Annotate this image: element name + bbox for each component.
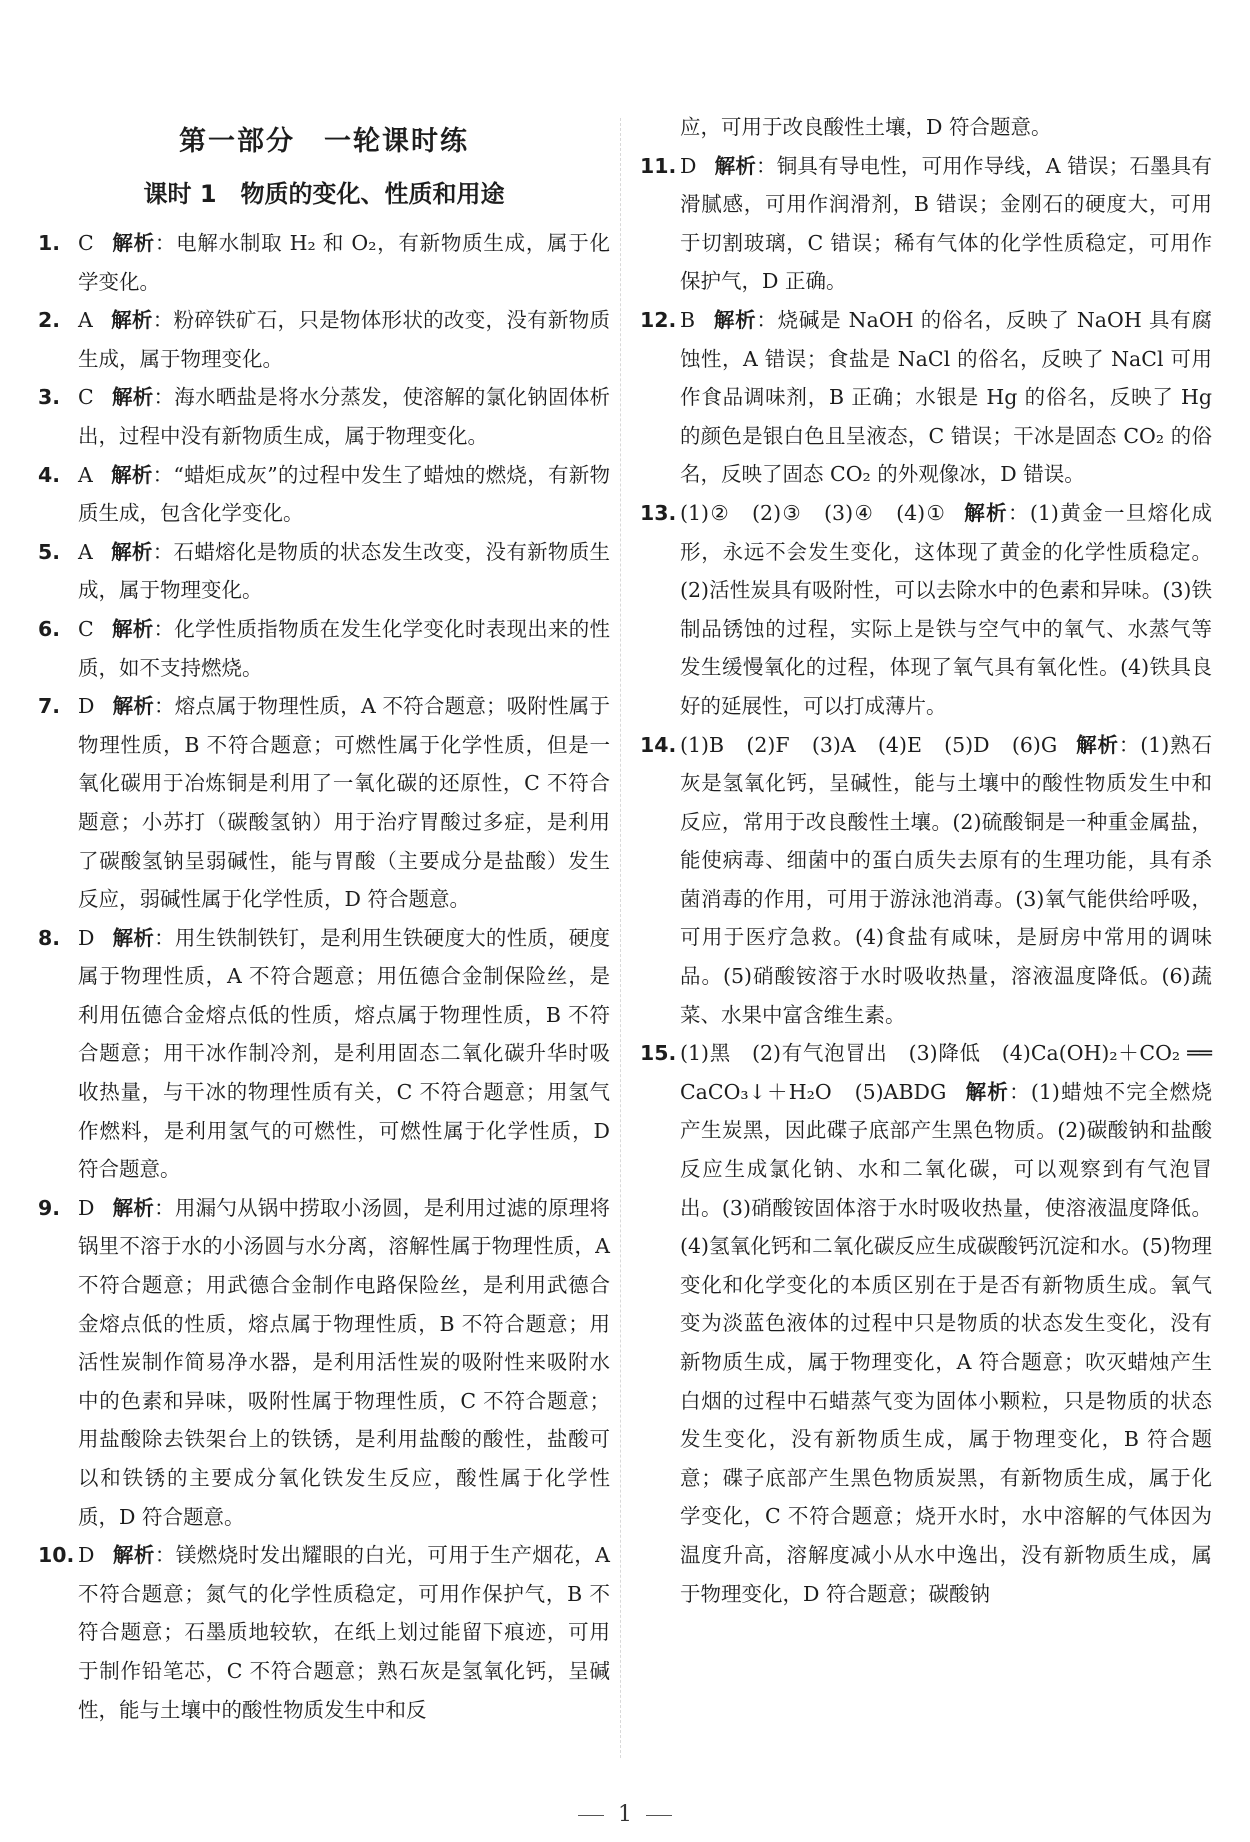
item-answer: A <box>78 539 93 564</box>
colon: ： <box>154 925 175 950</box>
answer-item-6 <box>38 610 610 687</box>
item-explanation: (1)黄金一旦熔化成形，永远不会发生变化，这体现了黄金的化学性质稳定。(2)活性炭具有吸附性，可以去除水中的色素和异味。(3)铁制品锈蚀的过程，实际上是铁与空气中的氧气、水蒸气等发生缓慢氧化的过程，体现了氧气具有氧化性。(4)铁具良好的延展性，可以打成薄片。 <box>680 500 1213 718</box>
answer-item-14 <box>640 726 1212 1035</box>
analysis-label: 解析 <box>714 153 757 178</box>
analysis-label: 解析 <box>112 694 155 719</box>
answer-item-13 <box>640 494 1212 726</box>
colon: ： <box>152 462 174 487</box>
answer-item-1 <box>38 224 610 301</box>
analysis-label: 解析 <box>112 1195 155 1220</box>
column-divider <box>620 118 622 1758</box>
item-number: 11. <box>640 153 677 178</box>
item-number: 3. <box>38 385 61 410</box>
analysis-label: 解析 <box>111 385 154 410</box>
item-explanation: 粉碎铁矿石，只是物体形状的改变，没有新物质生成，属于物理变化。 <box>78 308 611 371</box>
item-answer: A <box>78 308 93 333</box>
item-answer: (1)B (2)F (3)A (4)E (5)D (6)G <box>680 732 1058 757</box>
answer-item-2 <box>38 301 610 378</box>
item-number: 10. <box>38 1543 75 1568</box>
item-explanation: (1)蜡烛不完全燃烧产生炭黑，因此碟子底部产生黑色物质。(2)碳酸钠和盐酸反应生成氯化钠、水和二氧化碳，可以观察到有气泡冒出。(3)硝酸铵固体溶于水时吸收热量，使溶液温度降低。(4)氢氧化钙和二氧化碳反应生成碳酸钙沉淀和水。(5)物理变化和化学变化的本质区别在于是否有新物质生成。氧气变为淡蓝色液体的过程中只是物质的状态发生变化，没有新物质生成，属于物理变化，A 符合题意；吹灭蜡烛产生白烟的过程中石蜡蒸气变为固体小颗粒，只是物质的状态发生变化，没有新物质生成，属于物理变化，B 符合题意；碟子底部产生黑色物质炭黑，有新物质生成，属于化学变化，C 不符合题意；烧开水时，水中溶解的气体因为温度升高，溶解度减小从水中逸出，没有新物质生成，属于物理变化，D 符合题意；碳酸钠 <box>680 1079 1213 1606</box>
item-number: 5. <box>38 539 61 564</box>
analysis-label: 解析 <box>964 500 1008 525</box>
analysis-label: 解析 <box>112 1543 155 1568</box>
item-number: 12. <box>640 307 677 332</box>
item-explanation: 电解水制取 H₂ 和 O₂，有新物质生成，属于化学变化。 <box>78 231 611 294</box>
page-footer <box>0 1802 1250 1827</box>
lesson-title: 课时 1 物质的变化、性质和用途 <box>143 180 505 208</box>
item-answer: A <box>78 462 93 487</box>
part-title: 第一部分 一轮课时练 <box>179 126 469 157</box>
item-answer: D <box>78 925 95 950</box>
item-answer: B <box>680 307 696 332</box>
colon: ： <box>154 1543 176 1568</box>
item-explanation: 石蜡熔化是物质的状态发生改变，没有新物质生成，属于物理变化。 <box>78 539 611 603</box>
analysis-label: 解析 <box>964 1079 1010 1104</box>
colon: ： <box>153 385 175 410</box>
answer-item-4 <box>38 456 610 533</box>
item-explanation: 烧碱是 NaOH 的俗名，反映了 NaOH 具有腐蚀性，A 错误；食盐是 NaCl 的俗名，反映了 NaCl 可用作食品调味剂，B 正确；水银是 Hg 的俗名，反映了 Hg 的颜色是银白色且呈液态，C 错误；干冰是固态 CO₂ 的俗名，反映了固态 CO₂ 的外观像冰，D 错误。 <box>680 307 1213 487</box>
item-explanation: 用生铁制铁钉，是利用生铁硬度大的性质，硬度属于物理性质，A 不符合题意；用伍德合金制保险丝，是利用伍德合金熔点低的性质，熔点属于物理性质，B 不符合题意；用干冰作制冷剂，是利用固态二氧化碳升华时吸收热量，与干冰的物理性质有关，C 不符合题意；用氢气作燃料，是利用氢气的可燃性，可燃性属于化学性质，D 符合题意。 <box>78 925 611 1182</box>
item-answer: C <box>78 616 94 641</box>
footer-dash-left <box>578 1815 604 1816</box>
item-number: 15. <box>640 1041 677 1066</box>
item-answer: C <box>78 385 94 410</box>
analysis-label: 解析 <box>112 925 155 950</box>
colon: ： <box>756 153 777 178</box>
item-answer: D <box>680 153 697 178</box>
answer-item-10 <box>38 1536 610 1729</box>
colon: ： <box>1118 732 1141 757</box>
item-explanation: 镁燃烧时发出耀眼的白光，可用于生产烟花，A 不符合题意；氮气的化学性质稳定，可用作保护气，B 不符合题意；石墨质地较软，在纸上划过能留下痕迹，可用于制作铅笔芯，C 不符合题意；熟石灰是氢氧化钙，呈碱性，能与土壤中的酸性物质发生中和反 <box>78 1543 610 1722</box>
item-answer: D <box>78 1195 95 1220</box>
item-number: 7. <box>38 694 61 719</box>
item-explanation: 应，可用于改良酸性土壤，D 符合题意。 <box>680 115 1052 139</box>
colon: ： <box>153 616 175 641</box>
colon: ： <box>154 1195 175 1220</box>
item-number: 6. <box>38 616 61 641</box>
item-number: 2. <box>38 308 61 333</box>
page-number: 1 <box>618 1802 632 1827</box>
analysis-label: 解析 <box>110 539 153 564</box>
left-column <box>38 108 610 1729</box>
analysis-label: 解析 <box>111 231 155 255</box>
item-answer: C <box>78 231 94 255</box>
footer-dash-right <box>646 1815 672 1816</box>
answer-item-12 <box>640 301 1212 494</box>
item-answer: D <box>78 694 95 719</box>
item-answer: (1)黑 (2)有气泡冒出 (3)降低 (4)Ca(OH)₂＋CO₂ ══ CaCO₃↓＋H₂O (5)ABDG <box>680 1041 1212 1104</box>
analysis-label: 解析 <box>1075 732 1119 757</box>
item-number: 1. <box>38 231 61 255</box>
colon: ： <box>152 308 174 333</box>
item-answer: D <box>78 1543 95 1568</box>
item-explanation: 用漏勺从锅中捞取小汤圆，是利用过滤的原理将锅里不溶于水的小汤圆与水分离，溶解性属于物理性质，A 不符合题意；用武德合金制作电路保险丝，是利用武德合金熔点低的性质，熔点属于物理性质，B 不符合题意；用活性炭制作简易净水器，是利用活性炭的吸附性来吸附水中的色素和异味，吸附性属于物理性质，C 不符合题意；用盐酸除去铁架台上的铁锈，是利用盐酸的酸性，盐酸可以和铁锈的主要成分氧化铁发生反应，酸性属于化学性质，D 符合题意。 <box>78 1195 611 1529</box>
item-number: 9. <box>38 1195 61 1220</box>
analysis-label: 解析 <box>111 616 154 641</box>
answer-item-9 <box>38 1189 610 1536</box>
right-column <box>640 108 1212 1613</box>
answer-item-5 <box>38 533 610 610</box>
colon: ： <box>1009 1079 1031 1104</box>
answer-item-7 <box>38 687 610 919</box>
item-explanation: 熔点属于物理性质，A 不符合题意；吸附性属于物理性质，B 不符合题意；可燃性属于化学性质，但是一氧化碳用于冶炼铜是利用了一氧化碳的还原性，C 不符合题意；小苏打（碳酸氢钠）用于治疗胃酸过多症，是利用了碳酸氢钠呈弱碱性，能与胃酸（主要成分是盐酸）发生反应，弱碱性属于化学性质，D 符合题意。 <box>78 694 610 912</box>
answer-item-8 <box>38 919 610 1189</box>
colon: ： <box>152 539 174 564</box>
item-explanation: “蜡炬成灰”的过程中发生了蜡烛的燃烧，有新物质生成，包含化学变化。 <box>78 462 611 526</box>
item-answer: (1)② (2)③ (3)④ (4)① <box>680 500 947 525</box>
answer-item-15 <box>640 1034 1212 1613</box>
colon: ： <box>1008 500 1030 525</box>
answer-item-3 <box>38 378 610 455</box>
item-explanation: 化学性质指物质在发生化学变化时表现出来的性质，如不支持燃烧。 <box>78 616 611 680</box>
item-explanation: 铜具有导电性，可用作导线，A 错误；石墨具有滑腻感，可用作润滑剂，B 错误；金刚石的硬度大，可用于切割玻璃，C 错误；稀有气体的化学性质稳定，可用作保护气，D 正确。 <box>680 153 1212 294</box>
item-number: 13. <box>640 500 677 525</box>
colon: ： <box>154 694 175 719</box>
colon: ： <box>154 231 177 255</box>
answer-item-11 <box>640 147 1212 301</box>
analysis-label: 解析 <box>110 308 153 333</box>
analysis-label: 解析 <box>713 307 757 332</box>
item-number: 8. <box>38 925 61 950</box>
analysis-label: 解析 <box>110 462 153 487</box>
answer-item-10-continued <box>640 108 1212 147</box>
item-explanation: (1)熟石灰是氢氧化钙，呈碱性，能与土壤中的酸性物质发生中和反应，常用于改良酸性土壤。(2)硫酸铜是一种重金属盐，能使病毒、细菌中的蛋白质失去原有的生理功能，具有杀菌消毒的作用，可用于游泳池消毒。(3)氧气能供给呼吸，可用于医疗急救。(4)食盐有咸味，是厨房中常用的调味品。(5)硝酸铵溶于水时吸收热量，溶液温度降低。(6)蔬菜、水果中富含维生素。 <box>680 732 1213 1027</box>
colon: ： <box>756 307 778 332</box>
item-explanation: 海水晒盐是将水分蒸发，使溶解的氯化钠固体析出，过程中没有新物质生成，属于物理变化。 <box>78 385 611 448</box>
item-number: 14. <box>640 732 677 757</box>
item-number: 4. <box>38 462 61 487</box>
